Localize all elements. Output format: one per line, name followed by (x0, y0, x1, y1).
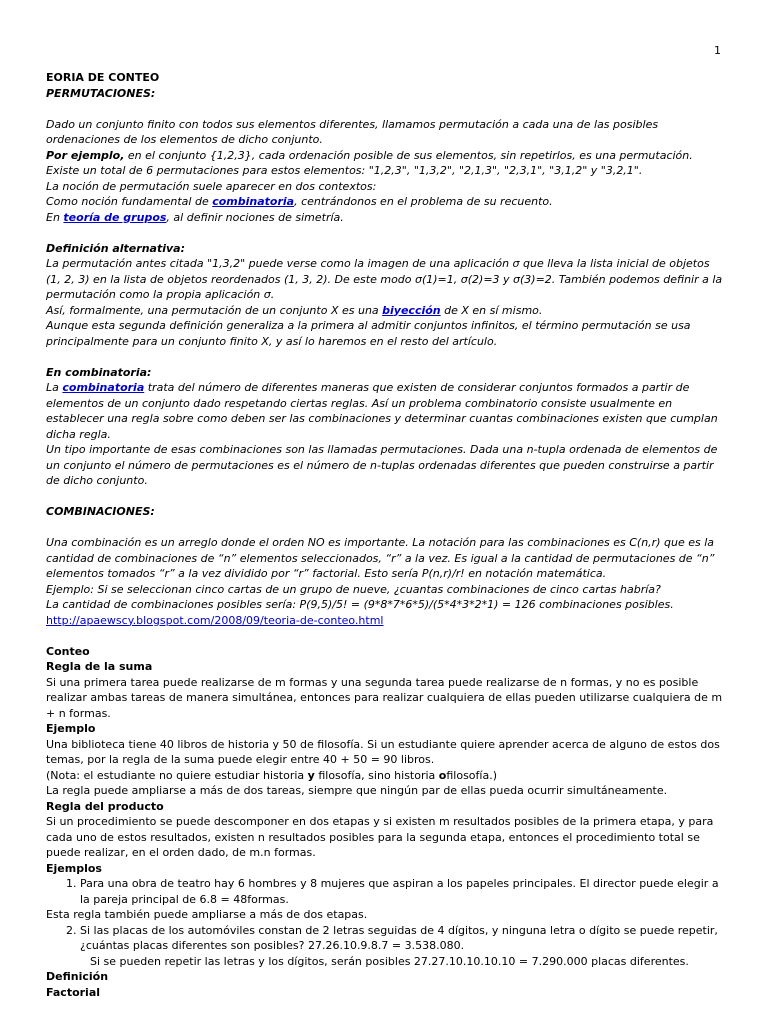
p5-post: , centrándonos en el problema de su recuento. (294, 195, 553, 208)
ejemplos-list-1 (46, 876, 726, 907)
biyeccion-link[interactable]: biyección (382, 303, 441, 317)
teoria-grupos-link[interactable]: teoría de grupos (63, 210, 167, 224)
combinatoria-link[interactable]: combinatoria (212, 195, 295, 208)
example-text: en el conjunto {1,2,3}, cada ordenación posible de sus elementos, sin repetirlos, es una permutación. (124, 148, 693, 162)
combinatoria-heading: En combinatoria: (46, 365, 152, 379)
permutaciones-heading: PERMUTACIONES: (46, 86, 156, 100)
nota-text (46, 768, 726, 784)
ampliar-text: La regla puede ampliarse a más de dos tareas, siempre que ningún par de ellas pueda ocurrir simultáneamente. (46, 784, 668, 797)
alt-p2-pre: Así, formalmente, una permutación de un conjunto X es una (46, 303, 383, 317)
alternativa-heading: Definición alternativa: (46, 241, 185, 255)
regla-producto-text: Si un procedimiento se puede descomponer en dos etapas y si existen m resultados posibles de la primera etapa, y para cada uno de estos resultados, existen n resultados posibles para la segunda etapa, entonces el procedimiento total se puede realizar, en el orden dado, de m.n formas. (46, 815, 714, 859)
comb-p1-pre: La (46, 381, 63, 394)
p6-pre: En (46, 210, 64, 224)
combinatoria-link-2[interactable]: combinatoria (62, 381, 145, 394)
combinatoria-p2: Un tipo importante de esas combinaciones son las llamadas permutaciones. Dada una n-tupla ordenada de elementos de un conjunto el número de permutaciones es el número de n-tuplas ordenadas diferentes que pueden construirse a partir de dicho conjunto. (46, 443, 718, 487)
document-title: EORIA DE CONTEO (46, 71, 160, 84)
alternativa-p3: Aunque esta segunda definición generaliza a la primera al admitir conjuntos infinitos, el término permutación se usa principalmente para un conjunto finito X, y así lo haremos en el resto del artículo. (46, 319, 691, 348)
regla-producto-heading: Regla del producto (46, 799, 164, 813)
nota-o: o (438, 768, 447, 782)
permutaciones-p5 (46, 194, 726, 210)
conteo-heading: Conteo (46, 644, 90, 658)
ejemplos-list-2 (46, 923, 726, 954)
permutaciones-p1: Dado un conjunto finito con todos sus elementos diferentes, llamamos permutación a cada una de las posibles ordenaciones de los elementos de dicho conjunto. (46, 117, 659, 146)
definicion-heading: Definición (46, 970, 109, 983)
blog-url-link[interactable]: http://apaewscy.blogspot.com/2008/09/teoria-de-conteo.html (46, 613, 384, 627)
alternativa-p2 (46, 303, 726, 319)
alt-p2-post: de X en sí mismo. (440, 303, 543, 317)
item2-continuation: Si se pueden repetir las letras y los dígitos, serán posibles 27.27.10.10.10.10 = 7.290.000 placas diferentes. (90, 954, 689, 968)
combinaciones-p2: Ejemplo: Si se seleccionan cinco cartas de un grupo de nueve, ¿cuantas combinaciones de cinco cartas habría? (46, 582, 661, 596)
nota-y: y (307, 768, 315, 782)
combinaciones-p1: Una combinación es un arreglo donde el orden NO es importante. La notación para las combinaciones es C(n,r) que es la cantidad de combinaciones de “n” elementos seleccionados, “r” a la vez. Es igual a la cantidad de permutaciones de “n” elementos tomados “r” a la vez dividido por “r” factorial. Esto sería P(n,r)/r! en notación matemática. (46, 536, 715, 580)
ejemplos-heading: Ejemplos (46, 861, 102, 875)
combinaciones-p3: La cantidad de combinaciones posibles sería: P(9,5)/5! = (9*8*7*6*5)/(5*4*3*2*1) = 126 combinaciones posibles. (46, 598, 674, 611)
combinaciones-heading: COMBINACIONES: (46, 505, 155, 518)
page-number: 1 (714, 44, 721, 57)
regla-suma-text: Si una primera tarea puede realizarse de m formas y una segunda tarea puede realizarse de n formas, y no es posible realizar ambas tareas de manera simultánea, entonces para realizar cualquiera de ellas pueden utilizarse cualquiera de m + n formas. (46, 675, 723, 720)
ejemplo-heading: Ejemplo (46, 722, 96, 735)
permutaciones-p6 (46, 210, 726, 226)
permutaciones-p4: La noción de permutación suele aparecer en dos contextos: (46, 179, 377, 193)
ejemplo-text: Una biblioteca tiene 40 libros de historia y 50 de filosofía. Si un estudiante quiere aprender acerca de alguno de estos dos temas, por la regla de la suma puede elegir entre 40 + 50 = 90 libros. (46, 737, 720, 766)
combinatoria-p1 (46, 380, 726, 442)
nota-pre: (Nota: el estudiante no quiere estudiar historia (46, 768, 308, 782)
ampliar2-text: Esta regla también puede ampliarse a más de dos etapas. (46, 908, 368, 921)
p6-post: , al definir nociones de simetría. (166, 210, 344, 224)
regla-suma-heading: Regla de la suma (46, 660, 153, 673)
p5-pre: Como noción fundamental de (46, 195, 213, 208)
list-item: 2. Si las placas de los automóviles constan de 2 letras seguidas de 4 dígitos, y ninguna letra o dígito se puede repetir, ¿cuántas placas diferentes son posibles? 27.26.10.9.8.7 = 3.538.080. (80, 923, 726, 954)
permutaciones-p3: Existe un total de 6 permutaciones para estos elementos: "1,2,3", "1,3,2", "2,1,3", "2,3,1", "3,1,2" y "3,2,1". (46, 164, 643, 177)
nota-mid: filosofía, sino historia (314, 768, 439, 782)
nota-post: filosofía.) (446, 768, 497, 782)
alternativa-p1: La permutación antes citada "1,3,2" puede verse como la imagen de una aplicación σ que lleva la lista inicial de objetos (1, 2, 3) en la lista de objetos reordenados (1, 3, 2). De este modo σ(1)=1, σ(2)=3 y σ(3)=2. También podemos definir a la permutación como la propia aplicación σ. (46, 257, 723, 301)
example-label: Por ejemplo, (46, 148, 125, 162)
list-item: 1. Para una obra de teatro hay 6 hombres y 8 mujeres que aspiran a los papeles principales. El director puede elegir a la pareja principal de 6.8 = 48formas. (80, 876, 726, 907)
permutaciones-example (46, 148, 726, 164)
document-body (46, 70, 726, 1000)
comb-p1-post: trata del número de diferentes maneras que existen de considerar conjuntos formados a partir de elementos de un conjunto dado respetando ciertas reglas. Así un problema combinatorio consiste usualmente en establecer una regla sobre como deben ser las combinaciones y determinar cuantas combinaciones existen que cumplan dicha regla. (46, 381, 718, 441)
factorial-heading: Factorial (46, 985, 101, 999)
